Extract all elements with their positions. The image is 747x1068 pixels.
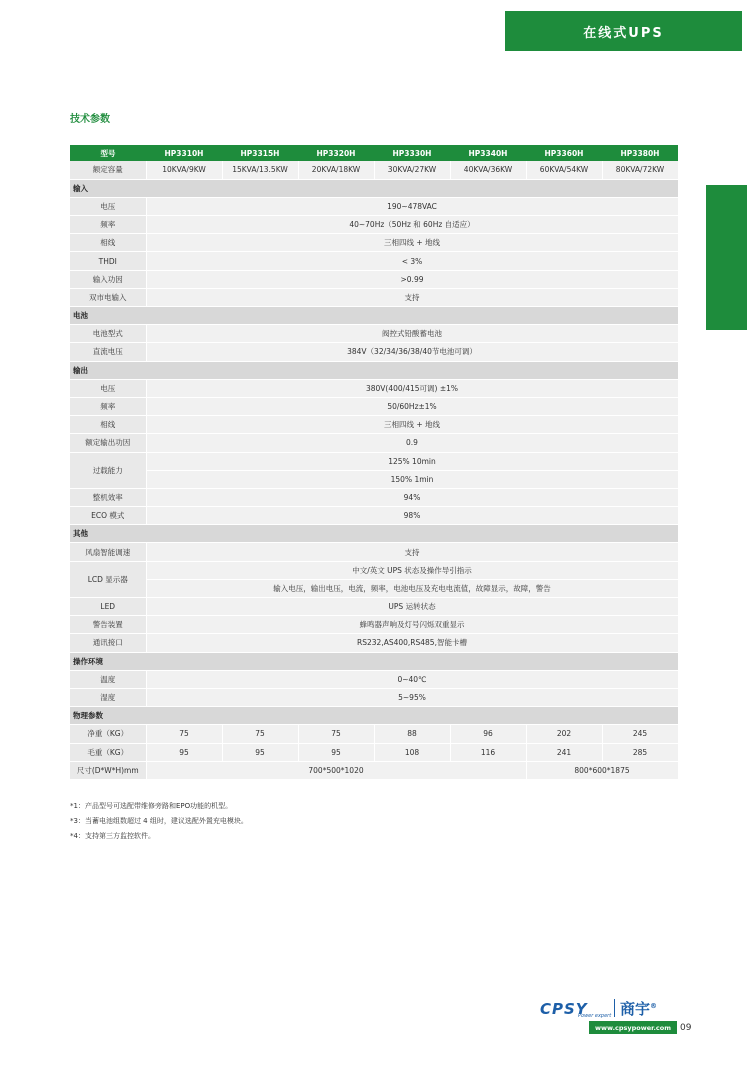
header-title: 在线式UPS	[583, 25, 664, 41]
row-label: 湿度	[70, 688, 146, 706]
website-url: www.cpsypower.com	[594, 1023, 672, 1032]
table-row	[70, 252, 678, 270]
column-header: HP3340H	[450, 145, 526, 161]
table-row	[70, 216, 678, 234]
table-row	[70, 561, 678, 579]
table-row	[70, 288, 678, 306]
logo-divider	[614, 999, 615, 1017]
table-row	[70, 197, 678, 215]
row-label: 电池型式	[70, 325, 146, 343]
row-label: LCD 显示器	[70, 561, 146, 597]
group-row	[70, 525, 678, 543]
row-label: 电压	[70, 197, 146, 215]
table-cell: 95	[146, 743, 222, 761]
row-label: 频率	[70, 216, 146, 234]
table-cell: 245	[602, 725, 678, 743]
row-label: THDI	[70, 252, 146, 270]
row-label: 相线	[70, 416, 146, 434]
brand-tagline: Power expert	[578, 1013, 612, 1019]
table-row	[70, 379, 678, 397]
group-label: 其他	[70, 525, 678, 543]
row-label: 相线	[70, 234, 146, 252]
row-label: 过载能力	[70, 452, 146, 488]
table-cell: 384V（32/34/36/38/40节电池可调）	[146, 343, 678, 361]
group-label: 操作环境	[70, 652, 678, 670]
table-cell: 蜂鸣器声响及灯号闪烁双重显示	[146, 616, 678, 634]
group-row	[70, 307, 678, 325]
table-cell: 116	[450, 743, 526, 761]
table-cell: 20KVA/18KW	[298, 161, 374, 179]
table-row	[70, 470, 678, 488]
row-label: 双市电输入	[70, 288, 146, 306]
table-cell: 150% 1min	[146, 470, 678, 488]
table-cell: 40KVA/36KW	[450, 161, 526, 179]
table-cell: >0.99	[146, 270, 678, 288]
row-label: 通讯接口	[70, 634, 146, 652]
table-cell: 10KVA/9KW	[146, 161, 222, 179]
table-row	[70, 688, 678, 706]
table-cell: 三相四线 + 地线	[146, 416, 678, 434]
table-cell: 95	[298, 743, 374, 761]
group-row	[70, 361, 678, 379]
table-cell: < 3%	[146, 252, 678, 270]
column-header: HP3330H	[374, 145, 450, 161]
table-row	[70, 452, 678, 470]
row-label: 温度	[70, 670, 146, 688]
table-row	[70, 507, 678, 525]
website-bar	[589, 1021, 677, 1034]
table-cell: 支持	[146, 543, 678, 561]
header-title-bar	[505, 11, 742, 51]
table-cell: 5~95%	[146, 688, 678, 706]
table-cell: 75	[298, 725, 374, 743]
table-cell: 190~478VAC	[146, 197, 678, 215]
table-cell: 94%	[146, 488, 678, 506]
table-row	[70, 343, 678, 361]
row-label: 整机效率	[70, 488, 146, 506]
table-cell: 输入电压，输出电压，电流，频率，电池电压及充电电流值，故障显示，故障，警告	[146, 579, 678, 597]
footnotes	[70, 799, 248, 844]
table-cell: 75	[146, 725, 222, 743]
table-cell: 95	[222, 743, 298, 761]
table-row	[70, 325, 678, 343]
table-cell: 285	[602, 743, 678, 761]
table-row	[70, 416, 678, 434]
page-number: 09	[680, 1023, 692, 1033]
table-row	[70, 397, 678, 415]
table-cell: 241	[526, 743, 602, 761]
table-cell: 60KVA/54KW	[526, 161, 602, 179]
table-row	[70, 434, 678, 452]
row-label: 警告装置	[70, 616, 146, 634]
side-tab-marker	[706, 185, 747, 330]
table-row	[70, 598, 678, 616]
table-cell: 202	[526, 725, 602, 743]
table-row	[70, 634, 678, 652]
table-cell: 40~70Hz（50Hz 和 60Hz 自适应）	[146, 216, 678, 234]
row-label: 毛重（KG）	[70, 743, 146, 761]
column-header: HP3360H	[526, 145, 602, 161]
column-header: HP3320H	[298, 145, 374, 161]
table-row	[70, 743, 678, 761]
table-row	[70, 725, 678, 743]
table-row	[70, 579, 678, 597]
group-label: 输出	[70, 361, 678, 379]
group-row	[70, 179, 678, 197]
group-row	[70, 652, 678, 670]
group-row	[70, 707, 678, 725]
group-label: 输入	[70, 179, 678, 197]
section-title: 技术参数	[70, 114, 110, 125]
footnote: *1：产品型号可选配带维修旁路和EPO功能的机型。	[70, 802, 233, 810]
column-header: HP3310H	[146, 145, 222, 161]
table-cell: 15KVA/13.5KW	[222, 161, 298, 179]
table-cell: 80KVA/72KW	[602, 161, 678, 179]
row-label: 频率	[70, 397, 146, 415]
row-label: 电压	[70, 379, 146, 397]
column-header: HP3380H	[602, 145, 678, 161]
table-cell: 96	[450, 725, 526, 743]
row-label: 额定容量	[70, 161, 146, 179]
table-cell: 700*500*1020	[146, 761, 526, 779]
table-cell: 98%	[146, 507, 678, 525]
table-row	[70, 488, 678, 506]
table-cell: 阀控式铅酸蓄电池	[146, 325, 678, 343]
row-label: 风扇智能调速	[70, 543, 146, 561]
table-row	[70, 270, 678, 288]
table-cell: 中文/英文 UPS 状态及操作导引指示	[146, 561, 678, 579]
table-cell: UPS 运转状态	[146, 598, 678, 616]
footnote: *4：支持第三方监控软件。	[70, 832, 155, 840]
table-row	[70, 543, 678, 561]
table-row	[70, 670, 678, 688]
table-row	[70, 234, 678, 252]
row-label: 净重（KG）	[70, 725, 146, 743]
table-cell: 50/60Hz±1%	[146, 397, 678, 415]
table-row	[70, 761, 678, 779]
table-row	[70, 616, 678, 634]
table-cell: 800*600*1875	[526, 761, 678, 779]
row-label: 额定输出功因	[70, 434, 146, 452]
registered-mark: ®	[650, 1002, 658, 1010]
brand-name: CPSY	[540, 1000, 588, 1018]
footnote: *3：当蓄电池组数超过 4 组时，建议选配外置充电模块。	[70, 817, 248, 825]
table-cell: 三相四线 + 地线	[146, 234, 678, 252]
table-cell: 0~40℃	[146, 670, 678, 688]
table-cell: 125% 10min	[146, 452, 678, 470]
table-row	[70, 161, 678, 179]
row-label: 尺寸(D*W*H)mm	[70, 761, 146, 779]
table-cell: 支持	[146, 288, 678, 306]
brand-name-cn-text: 商宇	[620, 1000, 651, 1018]
row-label: 输入功因	[70, 270, 146, 288]
row-label: 直流电压	[70, 343, 146, 361]
group-label: 电池	[70, 307, 678, 325]
column-header: 型号	[70, 145, 146, 161]
table-cell: 75	[222, 725, 298, 743]
table-cell: 30KVA/27KW	[374, 161, 450, 179]
spec-table	[70, 145, 679, 780]
table-header-row	[70, 145, 678, 161]
column-header: HP3315H	[222, 145, 298, 161]
row-label: ECO 模式	[70, 507, 146, 525]
table-cell: 108	[374, 743, 450, 761]
table-cell: 0.9	[146, 434, 678, 452]
row-label: LED	[70, 598, 146, 616]
brand-name-cn	[620, 998, 657, 1019]
group-label: 物理参数	[70, 707, 678, 725]
table-cell: 380V(400/415可调) ±1%	[146, 379, 678, 397]
table-cell: 88	[374, 725, 450, 743]
table-cell: RS232,AS400,RS485,智能卡槽	[146, 634, 678, 652]
